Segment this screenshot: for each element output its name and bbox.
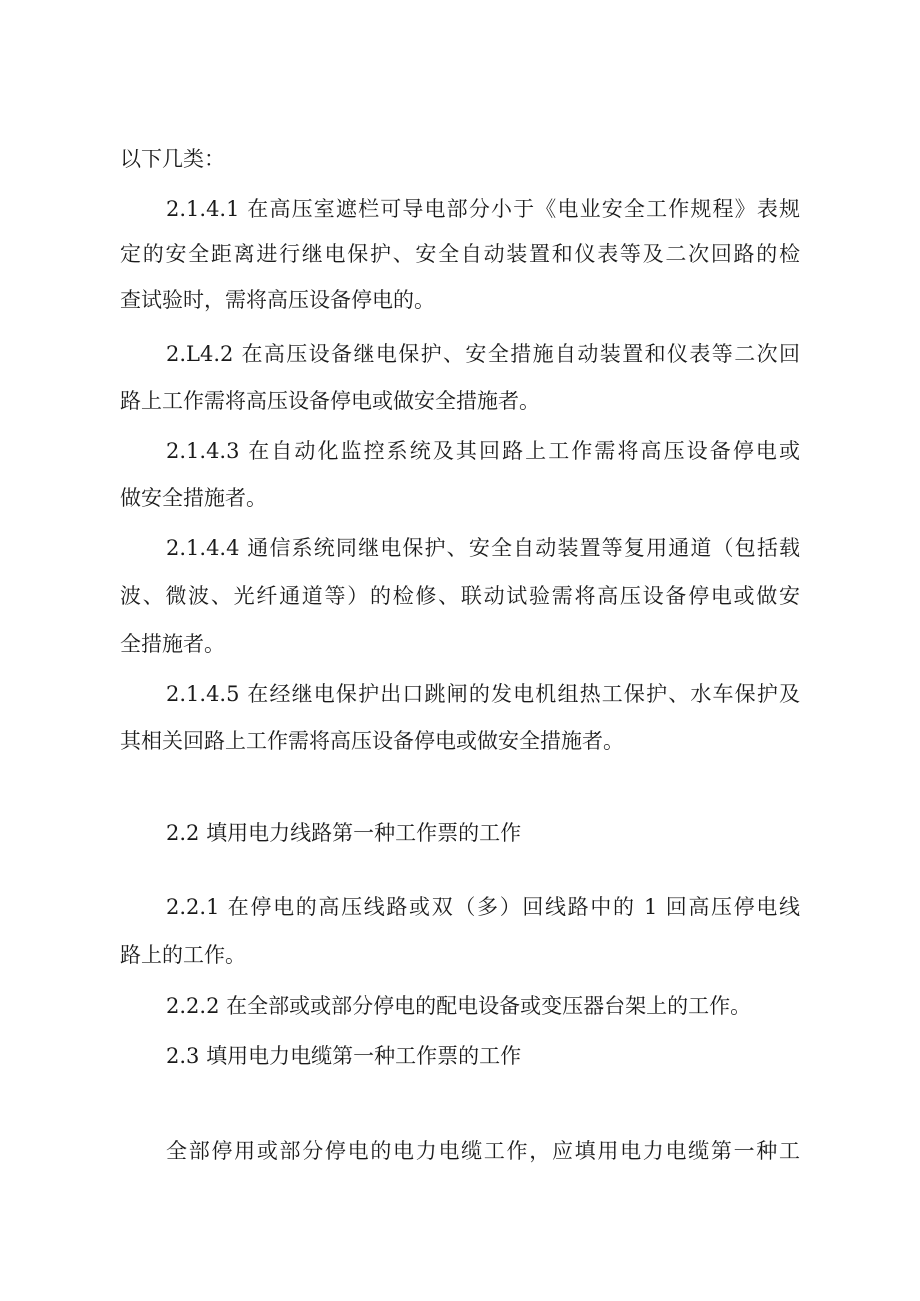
- text-line-2-1-4-5: 2.1.4.5 在经继电保护出口跳闸的发电机组热工保护、水车保护及: [166, 682, 800, 706]
- text-line-2-3-body: 全部停用或部分停电的电力电缆工作，应填用电力电缆第一种工: [166, 1139, 800, 1163]
- text-line-intro: 以下几类：: [120, 147, 225, 171]
- text-line-2-1-4-4-cont: 波、微波、光纤通道等）的检修、联动试验需将高压设备停电或做安: [120, 584, 800, 608]
- text-line-2-1-4-4-end: 全措施者。: [120, 632, 225, 656]
- section-heading-2-2: 2.2 填用电力线路第一种工作票的工作: [166, 821, 522, 845]
- text-line-2-1-4-1-end: 查试验时，需将高压设备停电的。: [120, 288, 435, 312]
- text-line-2-1-4-2: 2.L4.2 在高压设备继电保护、安全措施自动装置和仪表等二次回: [166, 342, 800, 366]
- text-line-2-1-4-3: 2.1.4.3 在自动化监控系统及其回路上工作需将高压设备停电或: [166, 439, 800, 463]
- text-line-2-1-4-1-cont: 定的安全距离进行继电保护、安全自动装置和仪表等及二次回路的检: [120, 242, 800, 266]
- text-line-2-1-4-1: 2.1.4.1 在高压室遮栏可导电部分小于《电业安全工作规程》表规: [166, 197, 800, 221]
- section-heading-2-3: 2.3 填用电力电缆第一种工作票的工作: [166, 1044, 522, 1068]
- text-line-2-2-1: 2.2.1 在停电的高压线路或双（多）回线路中的 1 回高压停电线: [166, 895, 800, 919]
- text-line-2-1-4-5-end: 其相关回路上工作需将高压设备停电或做安全措施者。: [120, 729, 624, 753]
- text-line-2-1-4-4: 2.1.4.4 通信系统同继电保护、安全自动装置等复用通道（包括载: [166, 536, 800, 560]
- text-line-2-1-4-3-end: 做安全措施者。: [120, 486, 267, 510]
- text-line-2-2-1-end: 路上的工作。: [120, 943, 246, 967]
- text-line-2-1-4-2-end: 路上工作需将高压设备停电或做安全措施者。: [120, 389, 540, 413]
- text-line-2-2-2: 2.2.2 在全部或或部分停电的配电设备或变压器台架上的工作。: [166, 994, 752, 1018]
